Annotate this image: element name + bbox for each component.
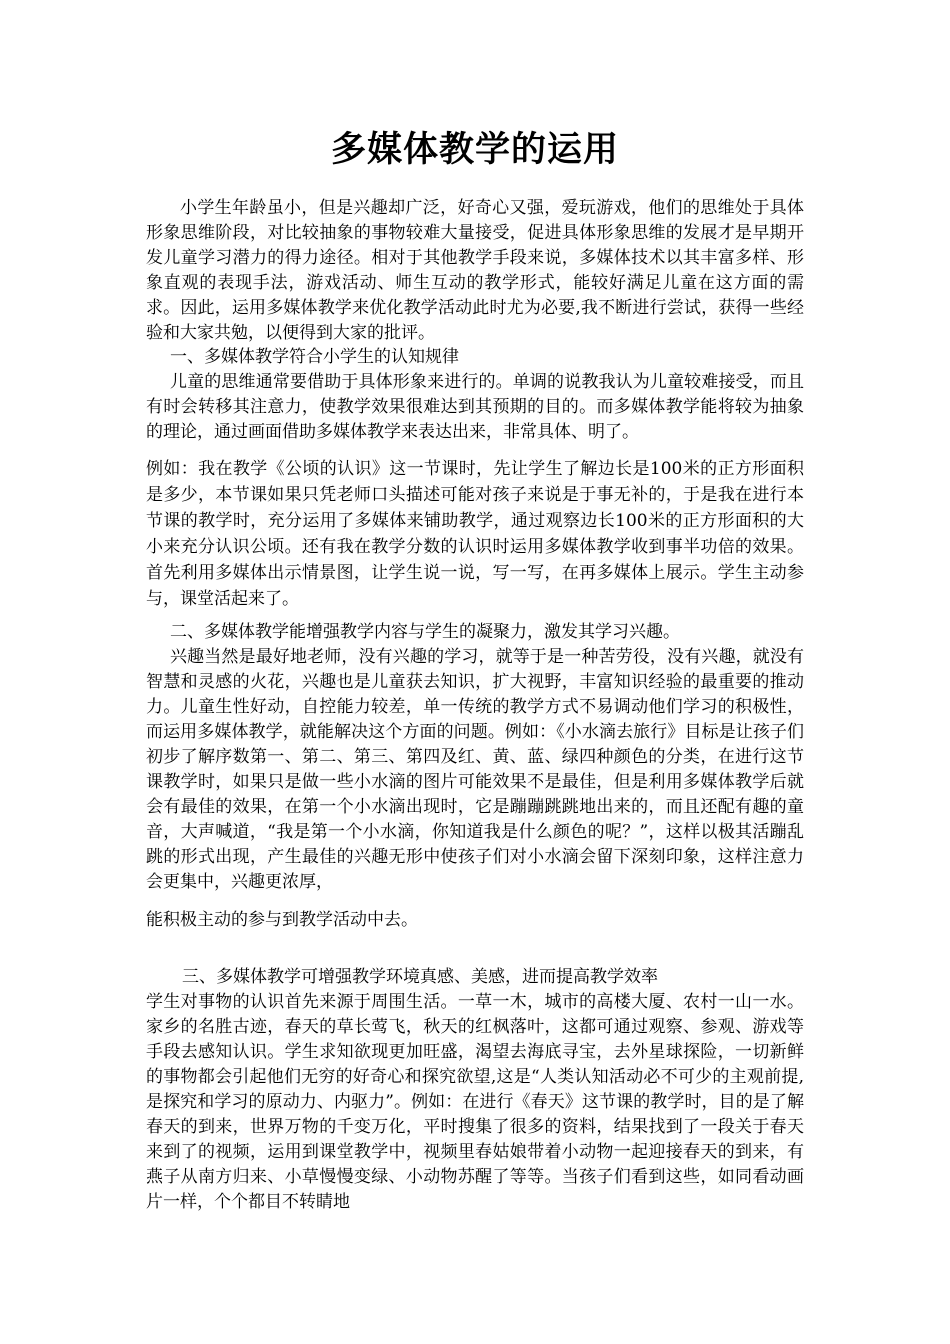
section-3-heading: 三、多媒体教学可增强教学环境真感、美感，进而提高教学效率 xyxy=(182,967,658,987)
section-1-heading: 一、多媒体教学符合小学生的认知规律 xyxy=(170,347,459,367)
page-title: 多媒体教学的运用 xyxy=(330,130,619,170)
intro-paragraph: 小学生年龄虽小，但是兴趣却广泛，好奇心又强，爱玩游戏，他们的思维处于具体形象思维阶段，对比较抽象的事物较难大量接受，促进具体形象思维的发展才是早期开发儿童学习潜力的得力途径。相对于其他教学手段来说，多媒体技术以其丰富多样、形象直观的表现手法，游戏活动、师生互动的教学形式，能较好满足儿童在这方面的需求。因此，运用多媒体教学来优化教学活动此时尤为必要,我不断进行尝试，获得一些经验和大家共勉，以便得到大家的批评。 xyxy=(146,198,804,343)
section-2-heading: 二、多媒体教学能增强教学内容与学生的凝聚力，激发其学习兴趣。 xyxy=(170,622,680,642)
section-1-example: 例如：我在教学《公顷的认识》这一节课时，先让学生了解边长是100米的正方形面积是多少，本节课如果只凭老师口头描述可能对孩子来说是于事无补的，于是我在进行本节课的教学时，充分运用了多媒体来铺助教学，通过观察边长100米的正方形面积的大小来充分认识公顷。还有我在教学分数的认识时运用多媒体教学收到事半功倍的效果。首先利用多媒体出示情景图，让学生说一说，写一写，在再多媒体上展示。学生主动参与，课堂活起来了。 xyxy=(146,459,804,609)
section-3-paragraph: 学生对事物的认识首先来源于周围生活。一草一木，城市的高楼大厦、农村一山一水。家乡的名胜古迹，春天的草长莺飞，秋天的红枫落叶，这都可通过观察、参观、游戏等手段去感知认识。学生求知欲现更加旺盛，渴望去海底寻宝，去外星球探险，一切新鲜的事物都会引起他们无穷的好奇心和探究欲望,这是“人类认知活动必不可少的主观前提,是探究和学习的原动力、内驱力”。例如：在进行《春天》这节课的教学时，目的是了解春天的到来，世界万物的千变万化，平时搜集了很多的资料，结果找到了一段关于春天来到了的视频，运用到课堂教学中，视频里春姑娘带着小动物一起迎接春天的到来，有燕子从南方归来、小草慢慢变绿、小动物苏醒了等等。当孩子们看到这些，如同看动画片一样，个个都目不转睛地 xyxy=(146,992,804,1212)
section-2-paragraph: 兴趣当然是最好地老师，没有兴趣的学习，就等于是一种苦劳役，没有兴趣，就没有智慧和灵感的火花，兴趣也是儿童获去知识，扩大视野，丰富知识经验的最重要的推动力。儿童生性好动，自控能力较差，单一传统的教学方式不易调动他们学习的积极性，而运用多媒体教学，就能解决这个方面的问题。例如：《小水滴去旅行》目标是让孩子们初步了解序数第一、第二、第三、第四及红、黄、蓝、绿四种颜色的分类，在进行这节课教学时，如果只是做一些小水滴的图片可能效果不是最佳，但是利用多媒体教学后就会有最佳的效果，在第一个小水滴出现时，它是蹦蹦跳跳地出来的，而且还配有趣的童音，大声喊道，“我是第一个小水滴，你知道我是什么颜色的呢？”，这样以极其活蹦乱跳的形式出现，产生最佳的兴趣无形中使孩子们对小水滴会留下深刻印象，这样注意力会更集中，兴趣更浓厚， xyxy=(146,647,804,892)
section-2-tail: 能积极主动的参与到教学活动中去。 xyxy=(146,910,418,930)
section-1-paragraph: 儿童的思维通常要借助于具体形象来进行的。单调的说教我认为儿童较难接受，而且有时会转移其注意力，使教学效果很难达到其预期的目的。而多媒体教学能将较为抽象的理论，通过画面借助多媒体教学来表达出来，非常具体、明了。 xyxy=(146,372,804,442)
